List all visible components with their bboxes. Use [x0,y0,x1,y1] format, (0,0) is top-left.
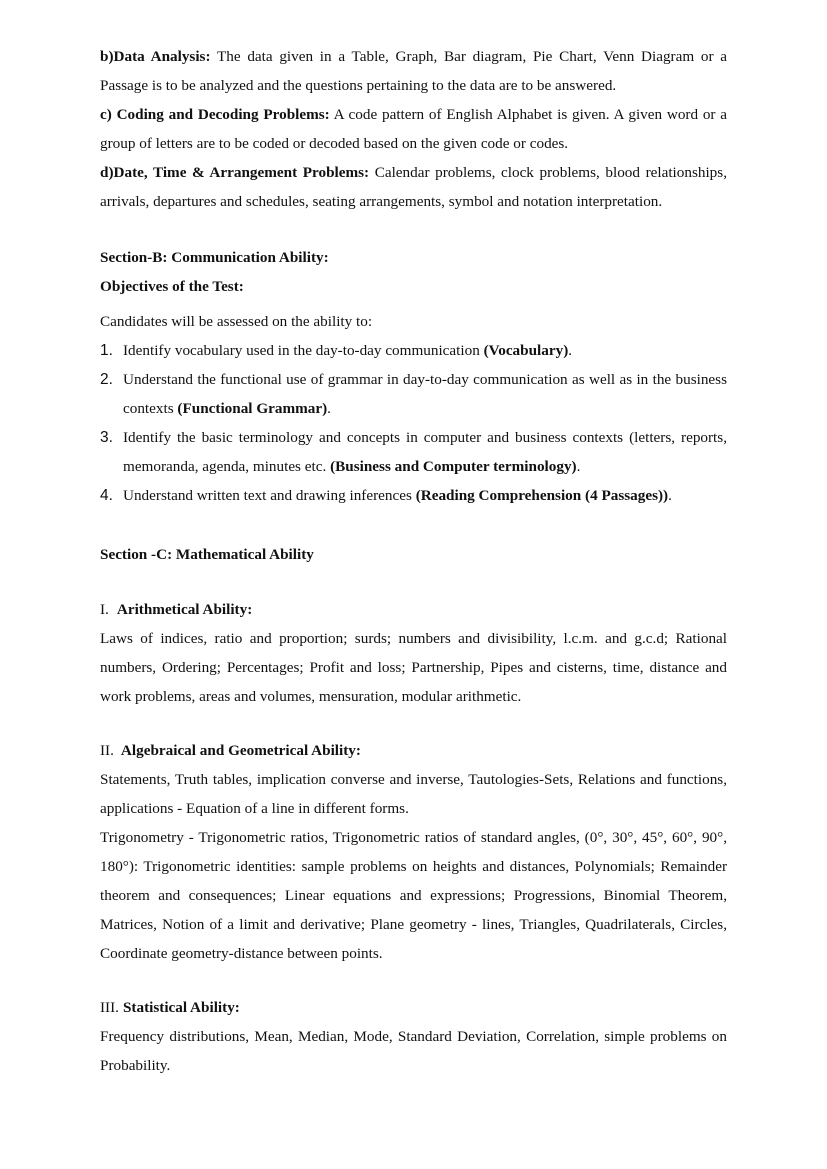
section-b-heading-text: Section-B: Communication Ability: [100,249,329,266]
subsection-title: Algebraical and Geometrical Ability: [120,742,361,759]
section-c-heading [100,540,727,569]
list-item-bold: (Reading Comprehension (4 Passages)) [415,487,669,504]
list-item-number: 3. [100,429,113,446]
list-item-text: Understand the functional use of grammar in day-to-day communication as well as in the business contexts [123,371,727,417]
subsection-body-algebra-2: Trigonometry - Trigonometric ratios, Trigonometric ratios of standard angles, (0°, 30°, 45°, 60°, 90°, 180°): Trigonometric identities: sample problems on heights and distances, Polynomials; Remainder theorem and consequences; Linear equations and expressions; Progressions, Binomial Theorem, Matrices, Notion of a limit and derivative; Plane geometry - lines, Triangles, Quadrilaterals, Circles, Coordinate geometry-distance between points. [100,829,727,962]
list-item-bold: (Business and Computer terminology) [330,458,577,475]
intro-item-label: c) Coding and Decoding Problems: [100,106,330,123]
list-item-text: Identify vocabulary used in the day-to-day communication [123,342,484,359]
intro-item-text: Calendar problems, clock problems, blood relationships, arrivals, departures and schedules, seating arrangements, symbol and notation interpretation. [100,164,727,210]
intro-item-text: The data given in a Table, Graph, Bar diagram, Pie Chart, Venn Diagram or a Passage is to be analyzed and the questions pertaining to the data are to be answered. [100,48,727,94]
list-item-tail: . [568,342,573,359]
list-item-number: 1. [100,342,113,359]
section-b-lead: Candidates will be assessed on the ability to: [100,313,373,330]
intro-item-text: A code pattern of English Alphabet is given. A given word or a group of letters are to be coded or decoded based on the given code or codes. [100,106,727,152]
intro-item-coding-decoding [100,100,727,158]
subsection-title: Arithmetical Ability: [116,601,253,618]
intro-item-label: d)Date, Time & Arrangement Problems: [100,164,370,181]
list-item [100,423,727,481]
list-item-tail: . [668,487,672,504]
list-item-tail: . [576,458,581,475]
subsection-numeral: III. [100,999,119,1016]
list-item [100,481,727,510]
list-item [100,336,727,365]
subsection-title: Statistical Ability: [122,999,240,1016]
section-c-heading-text: Section -C: Mathematical Ability [100,546,314,563]
subsection-numeral: I. [100,601,109,618]
list-item-tail: . [327,400,331,417]
intro-item-date-time-arrangement [100,158,727,216]
list-item-bold: (Vocabulary) [483,342,569,359]
subsection-heading-algebra [100,736,727,765]
objectives-list [100,336,727,510]
list-item [100,365,727,423]
list-item-text: Understand written text and drawing inferences [123,487,416,504]
subsection-numeral: II. [100,742,114,759]
list-item-bold: (Functional Grammar) [177,400,328,417]
subsection-body-statistics: Frequency distributions, Mean, Median, Mode, Standard Deviation, Correlation, simple problems on Probability. [100,1028,727,1074]
subsection-body-arithmetic: Laws of indices, ratio and proportion; surds; numbers and divisibility, l.c.m. and g.c.d; Rational numbers, Ordering; Percentages; Profit and loss; Partnership, Pipes and cisterns, time, distance and work problems, areas and volumes, mensuration, modular arithmetic. [100,630,727,705]
subsection-heading-arithmetic [100,595,727,624]
subsection-heading-statistics [100,993,727,1022]
list-item-text: Identify the basic terminology and concepts in computer and business contexts (letters, reports, memoranda, agenda, minutes etc. [123,429,727,475]
list-item-number: 2. [100,371,113,388]
document-page [100,42,727,1080]
intro-item-data-analysis [100,42,727,100]
objectives-heading-text: Objectives of the Test: [100,278,244,295]
section-b-heading [100,243,727,272]
objectives-heading [100,272,727,301]
subsection-body-algebra-1: Statements, Truth tables, implication converse and inverse, Tautologies-Sets, Relations and functions, applications - Equation of a line in different forms. [100,771,727,817]
intro-item-label: b)Data Analysis: [100,48,211,65]
list-item-number: 4. [100,487,113,504]
